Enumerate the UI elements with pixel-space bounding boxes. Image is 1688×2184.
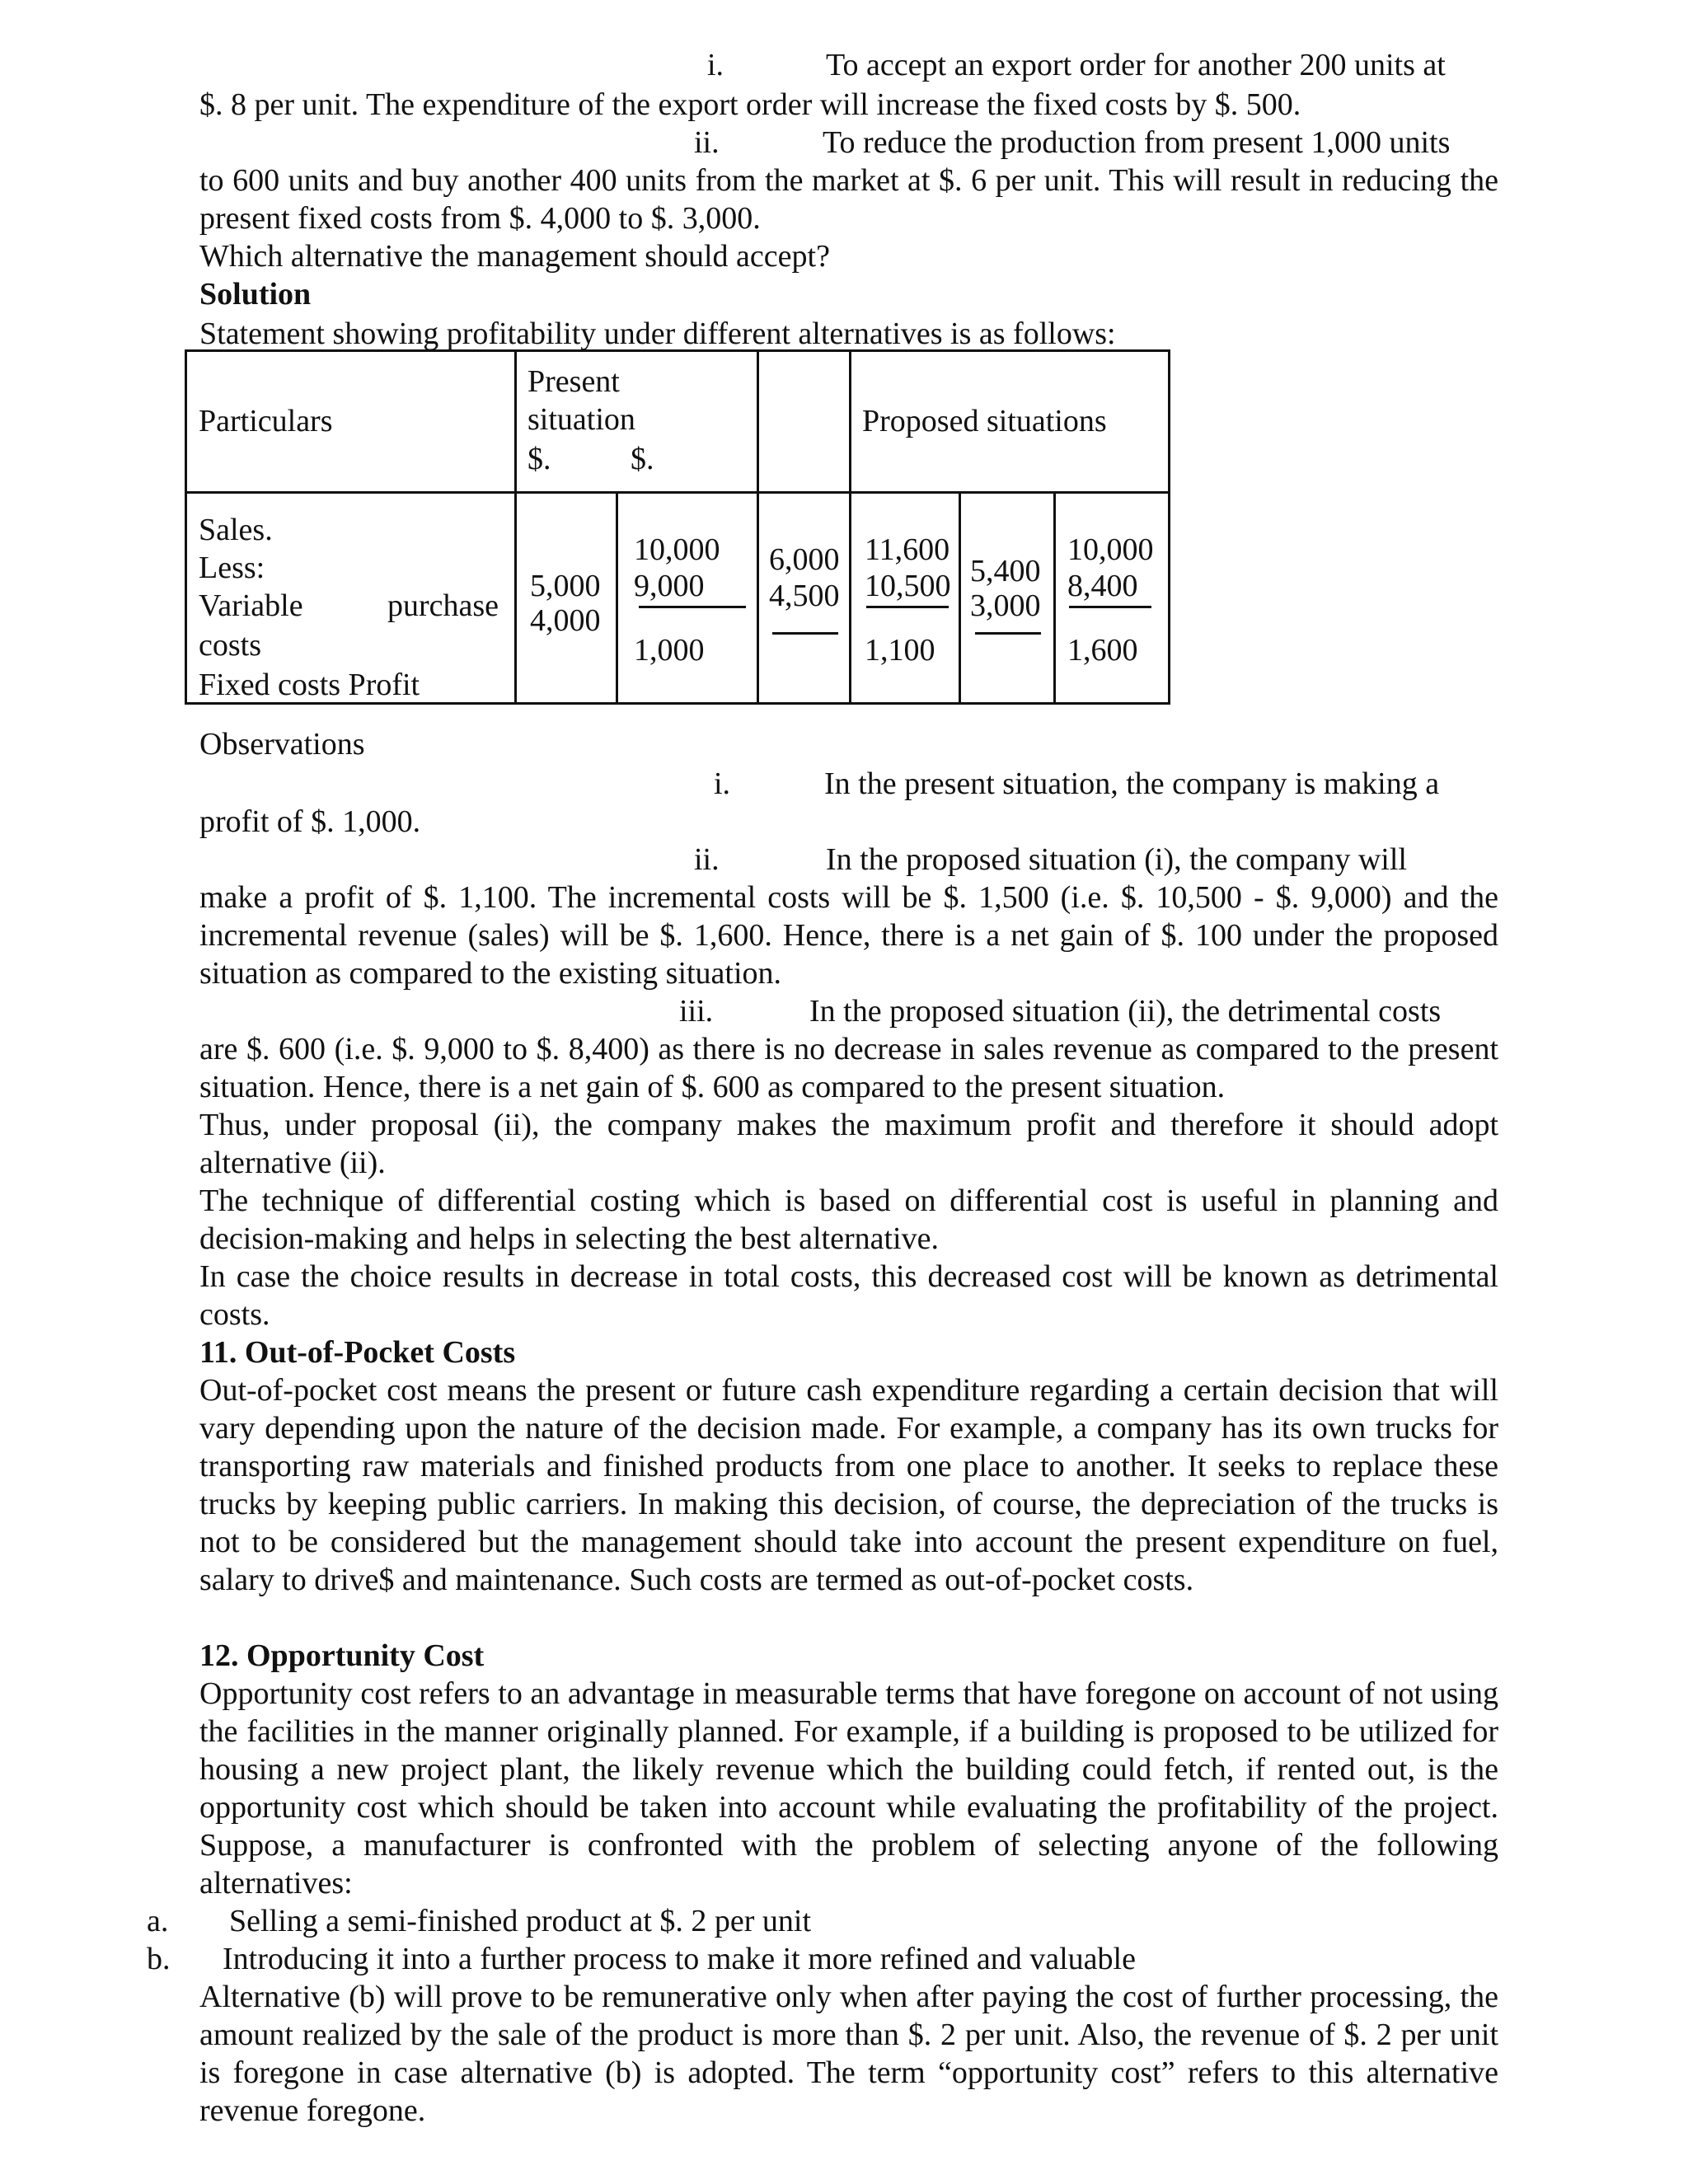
header-particulars-cell xyxy=(186,351,516,493)
row-label-fixed-profit: Fixed costs Profit xyxy=(199,668,420,702)
technique-paragraph: The technique of differential costing which is based on differential cost is useful in planning and decision-making and helps in selecting the best alternative. xyxy=(199,1183,1498,1256)
section-12-closing: Alternative (b) will prove to be remunerative only when after paying the cost of further processing, the amount realized by the sale of the product is more than $. 2 per unit. Also, the revenue of $. 2 per unit is foregone in case alternative (b) is adopted. The term “opportunity cost” refers to this alternative revenue foregone. xyxy=(199,1980,1498,2128)
obs-iii-text: In the proposed situation (ii), the detrimental costs xyxy=(809,994,1442,1029)
present-col2-value: 9,000 xyxy=(634,569,705,603)
p2-col2-cell xyxy=(1055,493,1170,704)
p2-col2-rule xyxy=(1069,606,1151,608)
row-label-less: Less: xyxy=(199,551,265,585)
obs-i-text: In the present situation, the company is making a xyxy=(824,766,1440,801)
obs-i-number: i. xyxy=(714,766,731,801)
header-particulars: Particulars xyxy=(199,404,333,438)
obs-iii-continuation: are $. 600 (i.e. $. 9,000 to $. 8,400) as there is no decrease in sales revenue as compared to the present situation. Hence, there is a net gain of $. 600 as compared to the present situation. xyxy=(199,1032,1498,1104)
header-proposed-cell xyxy=(851,351,1170,493)
obs-iii-number: iii. xyxy=(679,994,714,1029)
solution-heading: Solution xyxy=(199,277,312,312)
p2-col2-value: 1,600 xyxy=(1067,633,1138,668)
section-12-heading: 12. Opportunity Cost xyxy=(199,1638,485,1673)
p1-col2-value: 1,100 xyxy=(865,633,935,668)
question-text: Which alternative the management should accept? xyxy=(199,239,830,274)
p1-col1-value: 6,000 xyxy=(769,542,840,577)
header-present-line1: Present xyxy=(528,364,620,399)
p1-col1-value: 4,500 xyxy=(769,579,840,613)
header-present-currency-1: $. xyxy=(528,442,551,476)
p2-col1-rule xyxy=(975,632,1041,635)
section-12-body: Opportunity cost refers to an advantage in measurable terms that have foregone on account of not using the facilities in the manner originally planned. For example, if a building is proposed to be utilized for housing a new project plant, the likely revenue which the building could fetch, if rented out, is the opportunity cost which should be taken into account while evaluating the profitability of the project. Suppose, a manufacturer is confronted with the problem of selecting anyone of the following alternatives: xyxy=(199,1676,1498,1900)
table-body-row xyxy=(186,493,1170,704)
conclusion-paragraph: Thus, under proposal (ii), the company makes the maximum profit and therefore it should adopt alternative (ii). xyxy=(199,1108,1498,1180)
list-item-b-marker: b. xyxy=(147,1942,171,1976)
p2-col2-value: 8,400 xyxy=(1067,569,1138,603)
section-11-body: Out-of-pocket cost means the present or future cash expenditure regarding a certain decision that will vary depending upon the nature of the decision made. For example, a company has its own trucks for transporting raw materials and finished products from one place to another. It seeks to replace these trucks by keeping public carriers. In making this decision, of course, the depreciation of the trucks is not to be considered but the management should take into account the present expenditure on fuel, salary to drive$ and maintenance. Such costs are termed as out-of-pocket costs. xyxy=(199,1373,1498,1597)
item-i-number: i. xyxy=(707,48,724,82)
detrimental-paragraph: In case the choice results in decrease in total costs, this decreased cost will be known as detrimental costs. xyxy=(199,1259,1498,1332)
present-col2-value: 1,000 xyxy=(634,633,705,668)
header-blank-cell xyxy=(758,351,851,493)
p1-p2-cell xyxy=(851,493,1055,704)
item-i-text: To accept an export order for another 200 units at xyxy=(826,48,1446,82)
header-present-line2: situation xyxy=(528,402,635,437)
p1-p2-divider xyxy=(959,494,961,702)
row-label-variable: Variable xyxy=(199,588,303,623)
p1-col1-rule xyxy=(772,632,838,635)
p2-col1-value: 5,400 xyxy=(970,554,1041,588)
obs-ii-continuation: make a profit of $. 1,100. The incremental costs will be $. 1,500 (i.e. $. 10,500 - $. 9,000) and the incremental revenue (sales) will be $. 1,600. Hence, there is a net gain of $. 100 under the proposed situation as compared to the existing situation. xyxy=(199,880,1498,991)
present-col1-value: 5,000 xyxy=(530,569,601,603)
section-11-heading: 11. Out-of-Pocket Costs xyxy=(199,1335,516,1370)
statement-intro: Statement showing profitability under different alternatives is as follows: xyxy=(199,316,1116,351)
row-label-purchase: purchase xyxy=(387,588,499,623)
p1-col1-cell xyxy=(758,493,851,704)
list-item-b-text: Introducing it into a further process to make it more refined and valuable xyxy=(223,1942,1136,1976)
row-label-sales: Sales. xyxy=(199,513,273,547)
present-values-cell xyxy=(516,493,758,704)
p1-col2-rule xyxy=(866,606,949,608)
p1-col2-value: 11,600 xyxy=(865,532,950,567)
item-i-continuation: $. 8 per unit. The expenditure of the export order will increase the fixed costs by $. 500. xyxy=(199,87,1301,122)
header-present-cell xyxy=(516,351,758,493)
row-label-costs: costs xyxy=(199,628,261,663)
present-inner-divider xyxy=(616,494,618,702)
present-subtotal-rule xyxy=(639,606,746,608)
header-proposed: Proposed situations xyxy=(862,404,1107,438)
list-item-a-text: Selling a semi-finished product at $. 2 per unit xyxy=(229,1904,812,1938)
item-ii-continuation: to 600 units and buy another 400 units from the market at $. 6 per unit. This will result in reducing the present fixed costs from $. 4,000 to $. 3,000. xyxy=(199,163,1498,236)
p2-col1-value: 3,000 xyxy=(970,588,1041,623)
table-header-row xyxy=(186,351,1170,493)
profitability-statement-table xyxy=(185,349,1170,705)
row-labels-cell xyxy=(186,493,516,704)
list-item-a-marker: a. xyxy=(147,1904,169,1938)
obs-i-continuation: profit of $. 1,000. xyxy=(199,804,421,839)
present-col1-value: 4,000 xyxy=(530,603,601,638)
obs-ii-text: In the proposed situation (i), the company will xyxy=(826,842,1407,877)
header-present-currency-2: $. xyxy=(631,442,654,476)
item-ii-text: To reduce the production from present 1,000 units xyxy=(823,125,1451,160)
item-ii-number: ii. xyxy=(694,125,720,160)
obs-ii-number: ii. xyxy=(694,842,720,877)
p2-col2-value: 10,000 xyxy=(1067,532,1154,567)
present-col2-value: 10,000 xyxy=(634,532,720,567)
observations-heading: Observations xyxy=(199,727,365,762)
p1-col2-value: 10,500 xyxy=(865,569,951,603)
